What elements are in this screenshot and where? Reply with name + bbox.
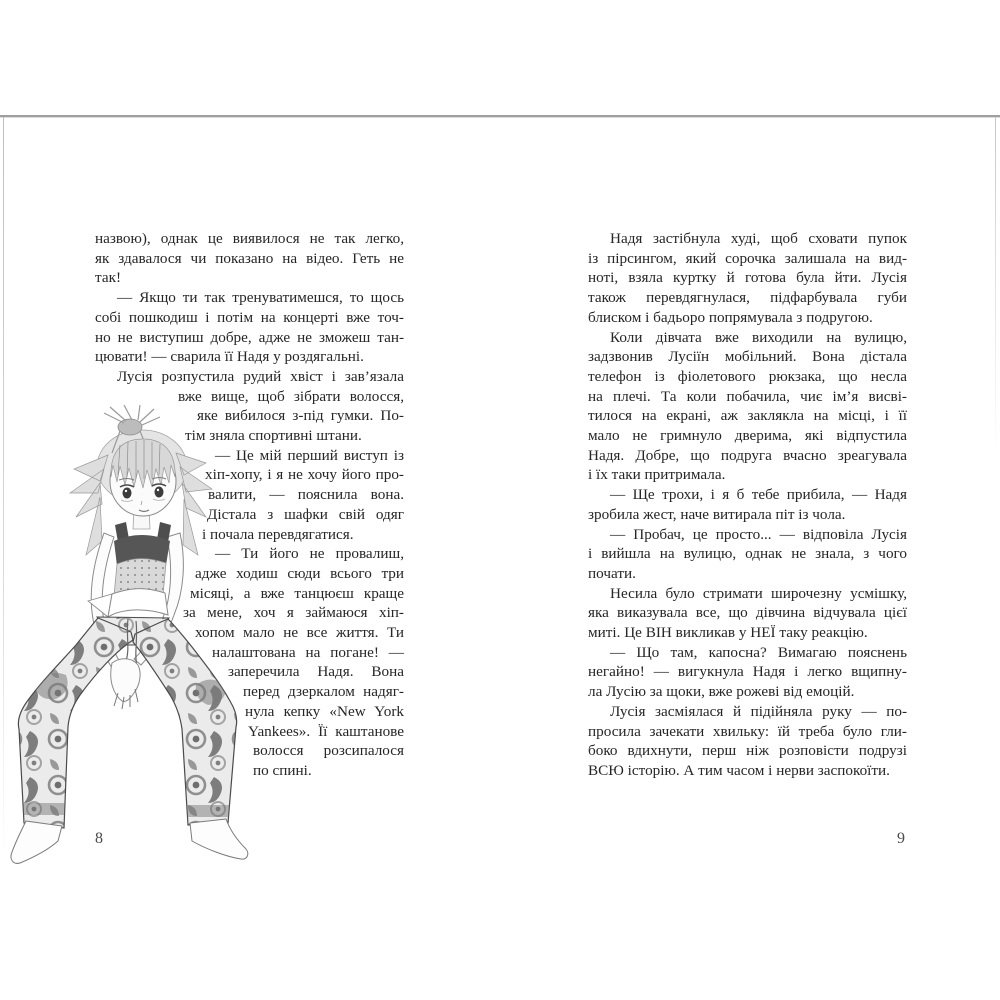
text-line: — Якщо ти так тренуватимешся, то щось	[117, 289, 404, 307]
text-line: просила зачекати хвильку: їй треба було гли-	[588, 722, 907, 740]
text-line: хіп-хопу, і я не хочу його про-	[205, 466, 404, 484]
text-line: налаштована на погане! —	[212, 643, 404, 661]
text-line: Дістала з шафки свій одяг	[207, 505, 404, 523]
text-line: — Ще трохи, і я б тебе прибила, — Надя	[610, 486, 907, 504]
text-line: на плечі. Та коли побачила, чиє ім’я висві-	[588, 387, 907, 405]
text-line: адже ходиш сюди всього три	[195, 564, 404, 582]
text-line: за мене, хоч я займаюся хіп-	[183, 604, 404, 622]
text-line: із пірсингом, який сорочка залишала на вид-	[588, 249, 907, 267]
text-line: перед дзеркалом надяг-	[243, 683, 404, 701]
page-top-edge	[0, 115, 1000, 117]
text-line: назвою), однак це виявилося не так легко,	[95, 230, 404, 247]
text-line: миті. Це ВІН викликав у НЕЇ таку реакцію.	[588, 624, 868, 642]
text-line: телефон із фіолетового рюкзака, що несла	[588, 367, 907, 385]
text-line: Лусія розпустила рудий хвіст і зав’язала	[117, 367, 404, 385]
text-line: волосся розсипалося	[253, 742, 404, 760]
text-line: зробила жест, наче витирала піт із чола.	[588, 505, 846, 523]
text-line: місяці, а вже танцюєш краще	[190, 584, 404, 602]
page-number-left: 8	[95, 830, 103, 847]
text-line: — Що там, капосна? Вимагаю пояснень	[610, 643, 907, 661]
text-line: блиском і бадьоро попрямувала з подругою.	[588, 308, 873, 326]
text-line: Лусія засміялася й підійняла руку — по-	[610, 702, 907, 720]
text-line: Коли дівчата вже виходили на вулицю,	[610, 328, 907, 346]
right-page-text	[588, 229, 907, 781]
text-line: почати.	[588, 564, 636, 582]
text-line: яка виказувала все, що дівчина відчувала цієї	[588, 604, 907, 622]
text-line: заперечила Надя. Вона	[228, 663, 404, 681]
text-line: Несила було стримати широчезну усмішку,	[610, 584, 907, 602]
right-page-edge	[995, 117, 996, 457]
text-line: і почала перевдягатися.	[202, 525, 354, 543]
text-line: як здавалося чи показано на відео. Геть не	[95, 249, 404, 267]
text-line: яке вибилося з-під гумки. По-	[197, 407, 404, 425]
text-line: мало не гримнуло дверима, які відпустила	[588, 427, 907, 445]
text-line: нула кепку «New York	[245, 702, 404, 720]
text-line: вже вище, щоб зібрати волосся,	[178, 387, 404, 405]
text-line: негайно! — вигукнула Надя і легко вщипну-	[588, 663, 907, 681]
text-line: також перевдягнулася, підфарбувала губи	[588, 289, 907, 307]
text-line: так!	[95, 269, 121, 287]
text-line: хопом мало не все життя. Ти	[195, 624, 404, 642]
text-line: задзвонив Лусіїн мобільний. Вона дістала	[588, 348, 907, 366]
text-line: но не виступиш добре, адже не зможеш тан-	[95, 328, 404, 346]
text-line: тім зняла спортивні штани.	[185, 427, 362, 445]
text-line: по спині.	[253, 761, 312, 779]
text-line: — Ти його не провалиш,	[215, 545, 404, 563]
page-number-right: 9	[897, 830, 905, 847]
text-line: — Пробач, це просто... — відповіла Лусія	[610, 525, 907, 543]
text-line: Надя застібнула худі, щоб сховати пупок	[610, 230, 907, 247]
text-line: собі пошкодиш і потім на концерті вже точ-	[95, 308, 404, 326]
text-line: ноті, взяла куртку й готова була йти. Лусія	[588, 269, 907, 287]
text-line: — Це мій перший виступ із	[215, 446, 404, 464]
text-line: валити, — пояснила вона.	[208, 486, 404, 504]
left-page-text	[95, 229, 404, 781]
text-line: тилося на екрані, аж заклякла на місці, і її	[588, 407, 907, 425]
text-line: ВСЮ історію. А тим часом і нерви заспокоїти.	[588, 761, 890, 779]
girl-feet	[11, 819, 248, 863]
text-line: Надя. Добре, що подруга вчасно зреагувала	[588, 446, 907, 464]
text-line: цювати! — сварила її Надя у роздягальні.	[95, 348, 364, 366]
text-line: Yankees». Її каштанове	[248, 722, 404, 740]
text-line: боко вдихнути, перш ніж розповісти подрузі	[588, 742, 907, 760]
text-line: і їх таки притримала.	[588, 466, 726, 484]
text-line: і вийшла на вулицю, однак не знала, з чого	[588, 545, 907, 563]
text-line: ла Лусію за щоки, вже рожеві від емоцій.	[588, 683, 855, 701]
